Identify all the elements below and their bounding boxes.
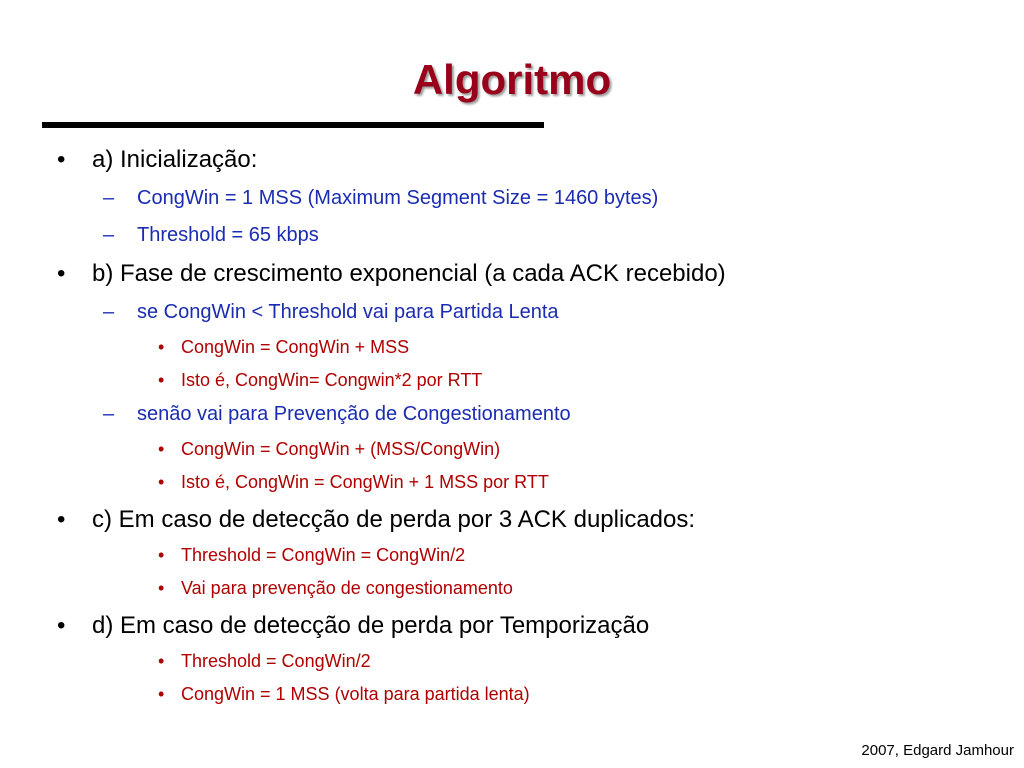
bullet-text: b) Fase de crescimento exponencial (a cada ACK recebido) — [92, 260, 726, 287]
dash-icon: – — [103, 187, 115, 209]
sub-bullet-text: se CongWin < Threshold vai para Partida Lenta — [137, 301, 559, 323]
sub-sub-bullet-text: Threshold = CongWin/2 — [181, 651, 371, 671]
sub-sub-bullet-text: CongWin = CongWin + MSS — [181, 337, 410, 357]
bullet-icon: • — [158, 684, 165, 704]
bullet-text: d) Em caso de detecção de perda por Temporização — [92, 612, 650, 639]
bullet-icon: • — [57, 146, 66, 173]
footer-credit: 2007, Edgard Jamhour — [861, 742, 1014, 759]
bullet-text: a) Inicialização: — [92, 146, 258, 173]
sub-sub-bullet-text: Isto é, CongWin = CongWin + 1 MSS por RTT — [181, 472, 549, 492]
sub-bullet-text: senão vai para Prevenção de Congestionamento — [137, 403, 571, 425]
sub-sub-bullet-text: Isto é, CongWin= Congwin*2 por RTT — [181, 370, 483, 390]
bullet-icon: • — [158, 370, 165, 390]
sub-sub-bullet-text: Vai para prevenção de congestionamento — [181, 578, 513, 598]
bullet-icon: • — [158, 439, 165, 459]
bullet-icon: • — [158, 578, 165, 598]
dash-icon: – — [103, 301, 115, 323]
slide-title: Algoritmo — [412, 56, 612, 103]
dash-icon: – — [103, 224, 115, 246]
sub-sub-bullet-text: CongWin = CongWin + (MSS/CongWin) — [181, 439, 501, 459]
bullet-icon: • — [158, 337, 165, 357]
bullet-icon: • — [158, 545, 165, 565]
sub-sub-bullet-text: Threshold = CongWin = CongWin/2 — [181, 545, 466, 565]
sub-bullet-text: Threshold = 65 kbps — [137, 224, 319, 246]
bullet-icon: • — [57, 506, 66, 533]
sub-bullet-text: CongWin = 1 MSS (Maximum Segment Size = 1460 bytes) — [137, 187, 659, 209]
bullet-text: c) Em caso de detecção de perda por 3 ACK duplicados: — [92, 506, 696, 533]
bullet-icon: • — [158, 651, 165, 671]
sub-sub-bullet-text: CongWin = 1 MSS (volta para partida lenta) — [181, 684, 530, 704]
dash-icon: – — [103, 403, 115, 425]
bullet-icon: • — [57, 612, 66, 639]
bullet-icon: • — [158, 472, 165, 492]
bullet-icon: • — [57, 260, 66, 287]
